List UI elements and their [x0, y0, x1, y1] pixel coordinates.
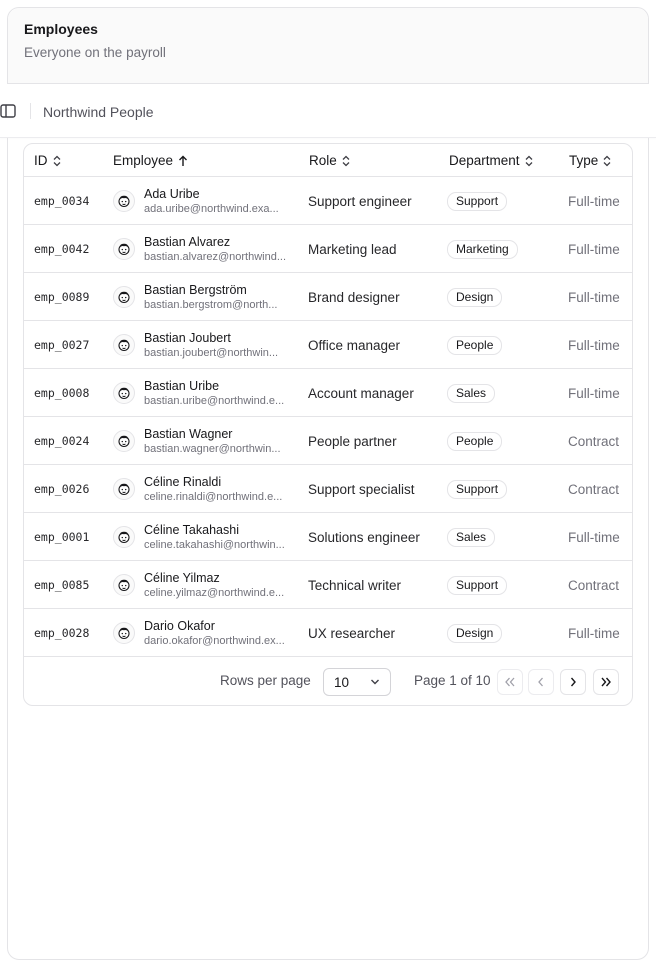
top-bar: [0, 84, 656, 138]
sort-updown-icon: [342, 155, 350, 167]
employee-name: Céline Yilmaz: [144, 570, 220, 585]
employee-text: [144, 186, 290, 217]
column-label: Department: [449, 153, 520, 168]
employee-cell: [113, 369, 291, 417]
employee-cell: [113, 609, 291, 657]
rows-per-page-value: 10: [334, 674, 350, 690]
department-badge: Support: [447, 576, 507, 595]
employee-id: emp_0027: [34, 338, 90, 352]
department-cell: [447, 513, 495, 561]
employee-name: Bastian Wagner: [144, 426, 233, 441]
employee-role: Support specialist: [308, 481, 415, 497]
employee-cell: [113, 417, 291, 465]
table-row[interactable]: [24, 465, 632, 513]
department-cell: [447, 417, 502, 465]
table-row[interactable]: [24, 417, 632, 465]
employee-text: [144, 426, 290, 457]
employment-type: Full-time: [568, 529, 620, 545]
department-cell: [447, 273, 502, 321]
topbar-divider: [30, 103, 31, 119]
employment-type: Full-time: [568, 193, 620, 209]
department-cell: [447, 321, 502, 369]
column-header-id[interactable]: [34, 144, 61, 177]
employee-id: emp_0034: [34, 194, 90, 208]
last-page-button[interactable]: [593, 669, 619, 695]
employee-id: emp_0026: [34, 482, 90, 496]
column-header-role[interactable]: [309, 144, 350, 177]
employee-email: celine.yilmaz@northwind.e...: [144, 586, 285, 599]
avatar-face-icon: [116, 577, 132, 593]
column-label: Employee: [113, 153, 174, 168]
first-page-icon: [504, 677, 516, 687]
employee-id: emp_0008: [34, 386, 90, 400]
table-row[interactable]: [24, 513, 632, 561]
avatar-face-icon: [116, 625, 132, 641]
rows-per-page-select[interactable]: [323, 668, 391, 696]
department-badge: People: [447, 432, 502, 451]
avatar: [113, 622, 135, 644]
previous-page-button[interactable]: [528, 669, 554, 695]
table-row[interactable]: [24, 273, 632, 321]
employee-text: [144, 522, 290, 553]
avatar-face-icon: [116, 385, 132, 401]
avatar-face-icon: [116, 433, 132, 449]
card-subtitle: Everyone on the payroll: [24, 45, 166, 60]
employee-email: celine.rinaldi@northwind.e...: [144, 490, 283, 503]
department-badge: Sales: [447, 384, 495, 403]
sidebar-toggle-icon: [0, 103, 16, 119]
table-row[interactable]: [24, 225, 632, 273]
employee-name: Bastian Uribe: [144, 378, 220, 393]
department-cell: [447, 369, 495, 417]
avatar: [113, 430, 135, 452]
employee-cell: [113, 273, 291, 321]
employee-text: [144, 282, 290, 313]
pagination: [24, 657, 632, 706]
employee-role: Technical writer: [308, 577, 402, 593]
department-cell: [447, 465, 507, 513]
employee-cell: [113, 225, 291, 273]
app-title: Northwind People: [43, 104, 154, 120]
department-badge: People: [447, 336, 502, 355]
employees-table: [23, 143, 633, 706]
employee-cell: [113, 513, 291, 561]
employee-name: Bastian Alvarez: [144, 234, 231, 249]
employment-type: Full-time: [568, 289, 620, 305]
avatar: [113, 382, 135, 404]
employee-text: [144, 330, 290, 361]
employee-text: [144, 570, 290, 601]
employee-cell: [113, 561, 291, 609]
employment-type: Contract: [568, 481, 620, 497]
employee-name: Dario Okafor: [144, 618, 215, 633]
first-page-button[interactable]: [497, 669, 523, 695]
avatar: [113, 526, 135, 548]
employee-role: Support engineer: [308, 193, 412, 209]
employment-type: Full-time: [568, 337, 620, 353]
avatar: [113, 238, 135, 260]
employee-email: bastian.wagner@northwin...: [144, 442, 281, 455]
column-header-department[interactable]: [449, 144, 533, 177]
table-row[interactable]: [24, 177, 632, 225]
avatar: [113, 286, 135, 308]
table-row[interactable]: [24, 369, 632, 417]
employee-email: bastian.joubert@northwin...: [144, 346, 279, 359]
employment-type: Full-time: [568, 385, 620, 401]
department-badge: Marketing: [447, 240, 518, 259]
employee-role: UX researcher: [308, 625, 396, 641]
sidebar-toggle-button[interactable]: [0, 103, 18, 119]
department-badge: Design: [447, 288, 502, 307]
employment-type: Full-time: [568, 241, 620, 257]
last-page-icon: [600, 677, 612, 687]
employee-email: bastian.uribe@northwind.e...: [144, 394, 285, 407]
page-info: Page 1 of 10: [414, 673, 491, 688]
employment-type: Contract: [568, 433, 620, 449]
department-cell: [447, 225, 518, 273]
avatar: [113, 334, 135, 356]
employee-id: emp_0089: [34, 290, 90, 304]
employee-id: emp_0001: [34, 530, 90, 544]
employee-role: Account manager: [308, 385, 414, 401]
department-badge: Sales: [447, 528, 495, 547]
column-label: Role: [309, 153, 337, 168]
employee-cell: [113, 321, 291, 369]
column-header-employee[interactable]: [113, 144, 188, 177]
department-badge: Support: [447, 480, 507, 499]
next-page-icon: [569, 677, 577, 687]
avatar-face-icon: [116, 481, 132, 497]
rows-per-page-label: Rows per page: [220, 673, 311, 688]
employee-text: [144, 618, 290, 649]
table-row[interactable]: [24, 561, 632, 609]
previous-page-icon: [537, 677, 545, 687]
employee-text: [144, 474, 290, 505]
department-cell: [447, 177, 507, 225]
sort-updown-icon: [53, 155, 61, 167]
avatar: [113, 190, 135, 212]
department-badge: Design: [447, 624, 502, 643]
employment-type: Full-time: [568, 625, 620, 641]
sort-updown-icon: [603, 155, 611, 167]
avatar-face-icon: [116, 241, 132, 257]
employee-role: Brand designer: [308, 289, 400, 305]
employee-email: ada.uribe@northwind.exa...: [144, 202, 279, 215]
avatar-face-icon: [116, 193, 132, 209]
card-header: [8, 8, 648, 84]
employee-id: emp_0024: [34, 434, 90, 448]
avatar: [113, 574, 135, 596]
employee-name: Ada Uribe: [144, 186, 200, 201]
employee-text: [144, 378, 290, 409]
table-row[interactable]: [24, 321, 632, 369]
employment-type: Contract: [568, 577, 620, 593]
employee-name: Céline Rinaldi: [144, 474, 222, 489]
employee-role: Office manager: [308, 337, 401, 353]
employee-name: Bastian Joubert: [144, 330, 231, 345]
department-cell: [447, 609, 502, 657]
employee-name: Bastian Bergström: [144, 282, 247, 297]
employee-email: bastian.alvarez@northwind...: [144, 250, 287, 263]
employee-role: Marketing lead: [308, 241, 397, 257]
table-header: [24, 144, 632, 177]
employee-text: [144, 234, 290, 265]
employee-email: bastian.bergstrom@north...: [144, 298, 278, 311]
chevron-down-icon: [370, 678, 380, 686]
column-label: ID: [34, 153, 48, 168]
table-body: [24, 177, 632, 657]
column-label: Type: [569, 153, 599, 168]
column-header-type[interactable]: [569, 144, 611, 177]
department-cell: [447, 561, 507, 609]
employee-email: dario.okafor@northwind.ex...: [144, 634, 285, 647]
employee-role: People partner: [308, 433, 397, 449]
employee-role: Solutions engineer: [308, 529, 420, 545]
sort-updown-icon: [525, 155, 533, 167]
employee-email: celine.takahashi@northwin...: [144, 538, 285, 551]
employee-cell: [113, 177, 291, 225]
next-page-button[interactable]: [560, 669, 586, 695]
employee-id: emp_0028: [34, 626, 90, 640]
avatar-face-icon: [116, 337, 132, 353]
employee-name: Céline Takahashi: [144, 522, 239, 537]
card-title: Employees: [24, 21, 98, 37]
avatar: [113, 478, 135, 500]
sort-ascending-icon: [178, 155, 188, 167]
avatar-face-icon: [116, 529, 132, 545]
employee-id: emp_0085: [34, 578, 90, 592]
table-row[interactable]: [24, 609, 632, 657]
employee-id: emp_0042: [34, 242, 90, 256]
department-badge: Support: [447, 192, 507, 211]
employee-cell: [113, 465, 291, 513]
avatar-face-icon: [116, 289, 132, 305]
